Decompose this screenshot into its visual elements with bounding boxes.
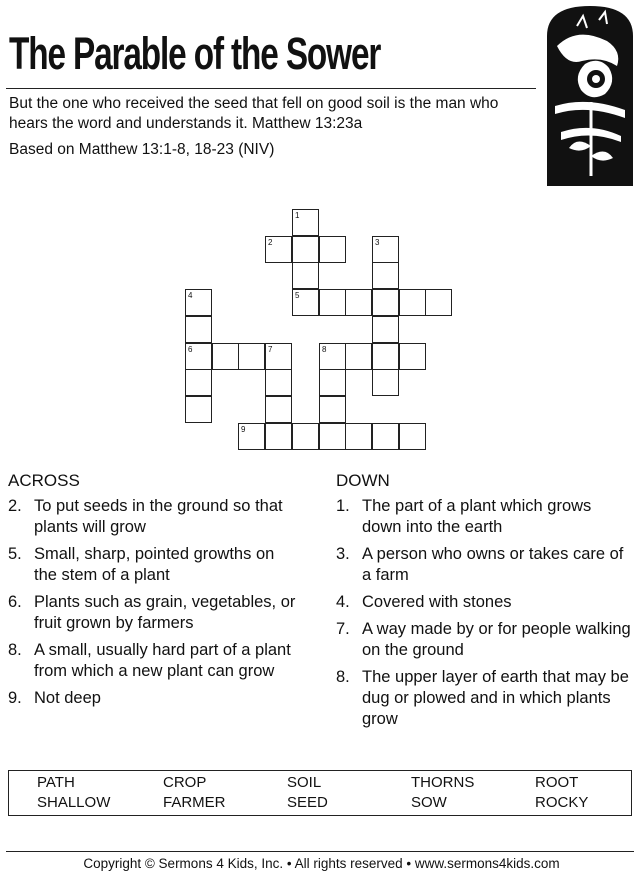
down-heading: DOWN — [336, 471, 390, 490]
crossword-cell[interactable] — [292, 289, 319, 316]
crossword-clue-number: 2 — [268, 238, 273, 247]
crossword-clue-number: 4 — [188, 291, 193, 300]
crossword-cell[interactable] — [372, 236, 399, 263]
clue-down-1: 1. The part of a plant which grows down into the earth — [336, 497, 592, 536]
crossword-cell[interactable] — [372, 369, 399, 396]
crossword-cell[interactable] — [345, 423, 372, 450]
crossword-cell[interactable] — [292, 209, 319, 236]
crossword-cell[interactable] — [425, 289, 452, 316]
word-bank-item: SEED — [287, 794, 328, 811]
word-bank-item: ROCKY — [535, 794, 589, 811]
crossword-cell[interactable] — [238, 423, 265, 450]
word-bank — [8, 770, 632, 816]
crossword-cell[interactable] — [265, 423, 292, 450]
crossword-cell[interactable] — [345, 343, 372, 370]
scripture-reference: Based on Matthew 13:1-8, 18-23 (NIV) — [9, 141, 275, 158]
word-bank-item: FARMER — [163, 794, 226, 811]
crossword-clue-number: 6 — [188, 345, 193, 354]
crossword-cell[interactable] — [372, 262, 399, 289]
crossword-cell[interactable] — [265, 236, 292, 263]
clue-across-6: 6. Plants such as grain, vegetables, or fruit grown by farmers — [8, 593, 296, 632]
bible-verse: But the one who received the seed that fell on good soil is the man who hears the word and understands it. Matthew 13:23a — [9, 95, 499, 132]
down-clues — [336, 470, 632, 736]
clue-across-2: 2. To put seeds in the ground so that plants will grow — [8, 497, 283, 536]
across-heading: ACROSS — [8, 471, 80, 490]
crossword-cell[interactable] — [185, 369, 212, 396]
crossword-cell[interactable] — [372, 289, 399, 316]
crossword-cell[interactable] — [372, 316, 399, 343]
word-bank-item: PATH — [37, 774, 75, 791]
crossword-clue-number: 9 — [241, 425, 246, 434]
crossword-cell[interactable] — [185, 396, 212, 423]
clue-across-8: 8. A small, usually hard part of a plant from which a new plant can grow — [8, 641, 291, 680]
word-bank-item: THORNS — [411, 774, 475, 791]
clue-down-3: 3. A person who owns or takes care of a farm — [336, 545, 624, 584]
page-title: The Parable of the Sower — [9, 28, 381, 79]
crossword-clue-number: 1 — [295, 211, 300, 220]
sower-illustration-icon — [547, 6, 633, 186]
crossword-cell[interactable] — [372, 423, 399, 450]
crossword-cell[interactable] — [265, 343, 292, 370]
crossword-cell[interactable] — [372, 343, 399, 370]
crossword-cell[interactable] — [399, 289, 426, 316]
crossword-clue-number: 5 — [295, 291, 300, 300]
crossword-cell[interactable] — [319, 289, 346, 316]
crossword-cell[interactable] — [185, 343, 212, 370]
word-bank-item: CROP — [163, 774, 207, 791]
clue-down-7: 7. A way made by or for people walking on the ground — [336, 620, 631, 659]
crossword-cell[interactable] — [185, 289, 212, 316]
clue-down-4: 4. Covered with stones — [336, 593, 512, 611]
crossword-clue-number: 3 — [375, 238, 380, 247]
crossword-cell[interactable] — [265, 369, 292, 396]
crossword-cell[interactable] — [345, 289, 372, 316]
word-bank-item: SOW — [411, 794, 447, 811]
crossword-cell[interactable] — [292, 236, 319, 263]
word-bank-item: SOIL — [287, 774, 322, 791]
crossword-cell[interactable] — [399, 343, 426, 370]
clue-across-9: 9. Not deep — [8, 689, 101, 707]
copyright-notice: Copyright © Sermons 4 Kids, Inc. • All rights reserved • www.sermons4kids.com — [83, 856, 560, 871]
crossword-cell[interactable] — [319, 343, 346, 370]
footer-divider — [6, 851, 634, 852]
word-bank-item: ROOT — [535, 774, 579, 791]
title-divider — [6, 88, 536, 89]
crossword-cell[interactable] — [265, 396, 292, 423]
crossword-cell[interactable] — [185, 316, 212, 343]
crossword-cell[interactable] — [319, 423, 346, 450]
clue-down-8: 8. The upper layer of earth that may be dug or plowed and in which plants grow — [336, 668, 629, 728]
crossword-cell[interactable] — [319, 369, 346, 396]
crossword-cell[interactable] — [212, 343, 239, 370]
crossword-cell[interactable] — [319, 396, 346, 423]
word-bank-item: SHALLOW — [37, 794, 111, 811]
crossword-cell[interactable] — [238, 343, 265, 370]
crossword-cell[interactable] — [292, 423, 319, 450]
crossword-cell[interactable] — [399, 423, 426, 450]
crossword-clue-number: 7 — [268, 345, 273, 354]
across-clues — [8, 470, 300, 715]
crossword-cell[interactable] — [319, 236, 346, 263]
clue-across-5: 5. Small, sharp, pointed growths on the stem of a plant — [8, 545, 275, 584]
crossword-clue-number: 8 — [322, 345, 327, 354]
crossword-cell[interactable] — [292, 262, 319, 289]
